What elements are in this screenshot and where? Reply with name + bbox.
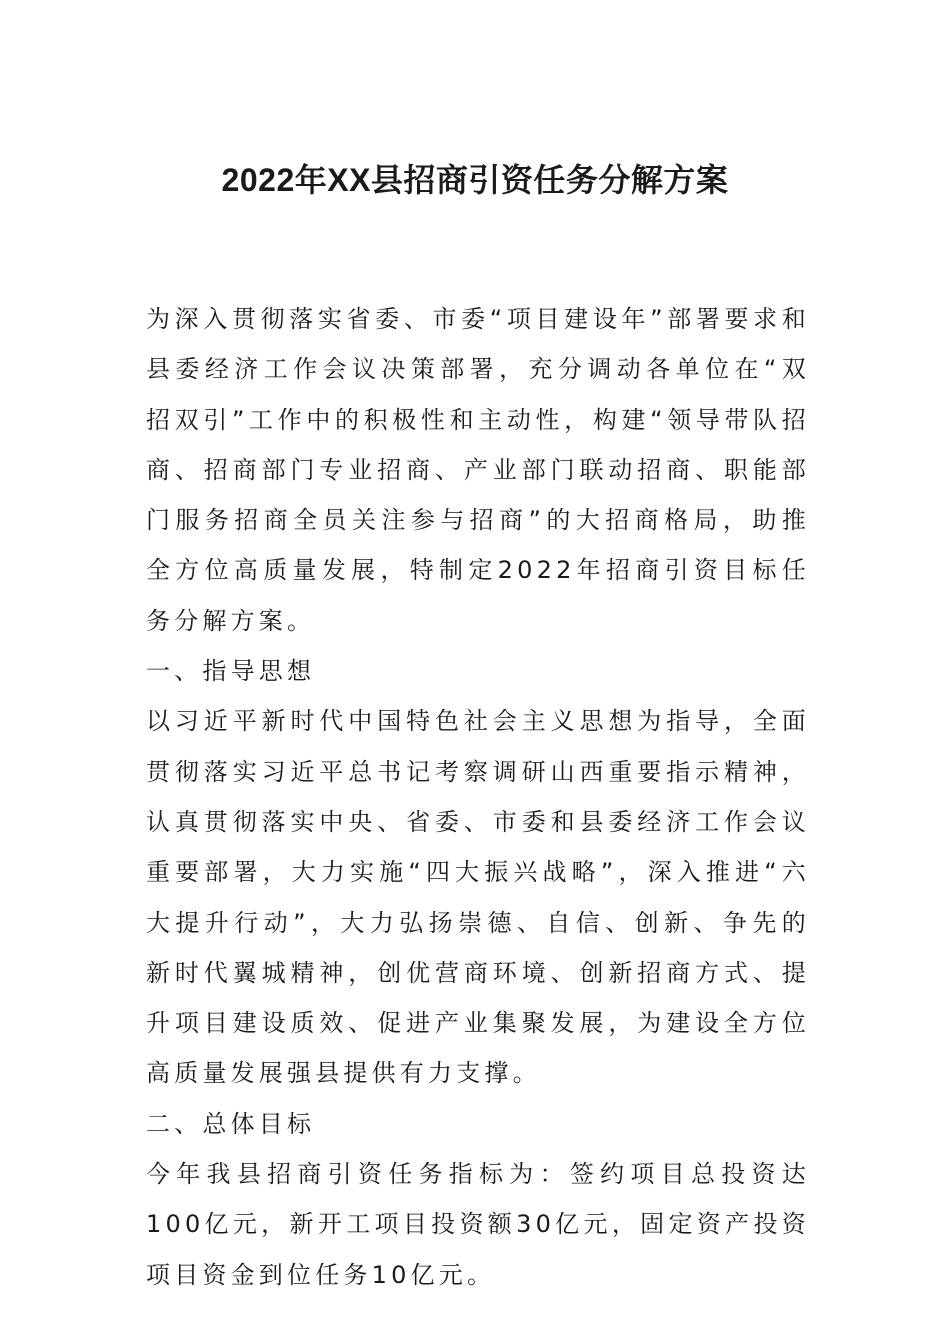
- document-title: 2022年XX县招商引资任务分解方案: [221, 162, 729, 198]
- section-heading-overall-goals: 二、总体目标: [146, 1109, 316, 1138]
- overall-goals-paragraph: 今年我县招商引资任务指标为：签约项目总投资达100亿元，新开工项目投资额30亿元，固定资产投资项目资金到位任务10亿元。: [146, 1160, 810, 1289]
- intro-paragraph: 为深入贯彻落实省委、市委“项目建设年”部署要求和县委经济工作会议决策部署，充分调动各单位在“双招双引”工作中的积极性和主动性，构建“领导带队招商、招商部门专业招商、产业部门联动招商、职能部门服务招商全员关注参与招商”的大招商格局，助推全方位高质量发展，特制定2022年招商引资目标任务分解方案。: [146, 305, 810, 635]
- section-heading-guiding-ideology: 一、指导思想: [146, 657, 316, 686]
- document-body: [146, 294, 810, 1300]
- guiding-ideology-paragraph: 以习近平新时代中国特色社会主义思想为指导，全面贯彻落实习近平总书记考察调研山西重要指示精神，认真贯彻落实中央、省委、市委和县委经济工作会议重要部署，大力实施“四大振兴战略”，深入推进“六大提升行动”，大力弘扬崇德、自信、创新、争先的新时代翼城精神，创优营商环境、创新招商方式、提升项目建设质效、促进产业集聚发展，为建设全方位高质量发展强县提供有力支撑。: [146, 707, 810, 1088]
